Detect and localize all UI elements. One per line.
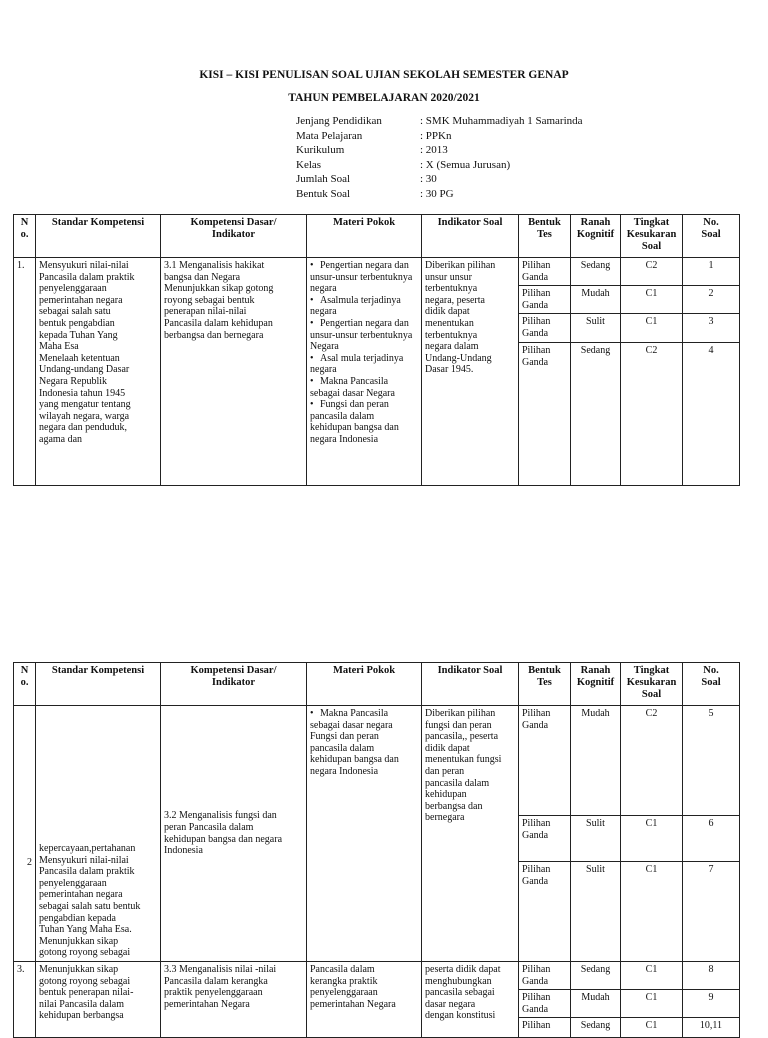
no-soal-cell: 9 bbox=[683, 990, 740, 1018]
materi-item bbox=[310, 318, 418, 353]
col-materi-pokok: Materi Pokok bbox=[307, 663, 422, 706]
indikator-soal-cell: Diberikan pilihan unsur unsur terbentuknya negara, peserta didik dapat menentukan terbentuknya negara dalam Undang-Undang Dasar 1945. bbox=[422, 258, 519, 486]
col-no: N o. bbox=[14, 663, 36, 706]
materi-text: Pengertian negara dan unsur-unsur terbentuknya negara bbox=[310, 260, 413, 295]
no-soal-cell: 8 bbox=[683, 962, 740, 990]
materi-text: Makna Pancasila sebagai dasar negara Fungsi dan peran pancasila dalam kehidupan bangsa dan negara Indonesia bbox=[310, 708, 399, 777]
tingkat-kesukaran-cell: C2 bbox=[621, 258, 683, 286]
standar-kompetensi-cell: kepercayaan,pertahanan Mensyukuri nilai-nilai Pancasila dalam praktik penyelenggaraan pemerintahan negara sebagai salah satu bentuk pengabdian kepada Tuhan Yang Maha Esa. Menunjukkan sikap gotong royong sebagai bbox=[36, 706, 161, 962]
materi-item bbox=[310, 260, 418, 295]
col-ranah-kognitif: Ranah Kognitif bbox=[571, 215, 621, 258]
no-soal-cell: 6 bbox=[683, 816, 740, 862]
bentuk-tes-cell: Pilihan Ganda bbox=[519, 862, 571, 962]
identity-value: : X (Semua Jurusan) bbox=[420, 158, 511, 171]
materi-text: Asal mula terjadinya negara bbox=[310, 352, 404, 376]
identity-value: : PPKn bbox=[420, 129, 452, 142]
table-header-row bbox=[14, 663, 740, 706]
tingkat-kesukaran-cell: C1 bbox=[621, 286, 683, 314]
materi-text: Asalmula terjadinya negara bbox=[310, 294, 401, 318]
standar-kompetensi-cell: Mensyukuri nilai-nilai Pancasila dalam praktik penyelenggaraan pemerintahan negara sebagai salah satu bentuk pengabdian kepada Tuhan Yang Maha Esa Menelaah ketentuan Undang-undang Dasar Negara Republik Indonesia tahun 1945 yang mengatur tentang wilayah negara, warga negara dan penduduk, agama dan bbox=[36, 258, 161, 486]
bullet-icon: • bbox=[310, 294, 314, 306]
bentuk-tes-cell: Pilihan Ganda bbox=[519, 314, 571, 343]
materi-item bbox=[310, 295, 418, 318]
indikator-soal-cell: peserta didik dapat menghubungkan pancasila sebagai dasar negara dengan konstitusi bbox=[422, 962, 519, 1038]
col-kompetensi-dasar: Kompetensi Dasar/ Indikator bbox=[161, 215, 307, 258]
col-standar-kompetensi: Standar Kompetensi bbox=[36, 215, 161, 258]
identity-row bbox=[296, 114, 583, 129]
indikator-soal-cell: Diberikan pilihan fungsi dan peran pancasila,, peserta didik dapat menentukan fungsi dan peran pancasila dalam kehidupan berbangsa dan bernegara bbox=[422, 706, 519, 962]
bullet-icon: • bbox=[310, 317, 314, 329]
row-number: 3. bbox=[14, 962, 36, 1038]
materi-item bbox=[310, 376, 418, 399]
tingkat-kesukaran-cell: C2 bbox=[621, 343, 683, 371]
no-soal-cell: 2 bbox=[683, 286, 740, 314]
col-standar-kompetensi: Standar Kompetensi bbox=[36, 663, 161, 706]
col-indikator-soal: Indikator Soal bbox=[422, 663, 519, 706]
bentuk-tes-cell: Pilihan Ganda bbox=[519, 962, 571, 990]
identity-label: Kurikulum bbox=[296, 144, 345, 157]
no-soal-cell: 5 bbox=[683, 706, 740, 816]
col-kompetensi-dasar: Kompetensi Dasar/ Indikator bbox=[161, 663, 307, 706]
tingkat-kesukaran-cell: C1 bbox=[621, 816, 683, 862]
materi-text: Pengertian negara dan unsur-unsur terbentuknya Negara bbox=[310, 317, 413, 353]
kompetensi-dasar-cell: 3.1 Menganalisis hakikat bangsa dan Negara Menunjukkan sikap gotong royong sebagai bentuk penerapan nilai-nilai Pancasila dalam kehidupan berbangsa dan bernegara bbox=[161, 258, 307, 486]
kisi-table-1 bbox=[13, 214, 740, 486]
tingkat-kesukaran-cell: C1 bbox=[621, 962, 683, 990]
identity-value: : 2013 bbox=[420, 144, 448, 157]
col-bentuk-tes: Bentuk Tes bbox=[519, 215, 571, 258]
materi-text: Makna Pancasila sebagai dasar Negara bbox=[310, 375, 395, 399]
ranah-kognitif-cell: Sedang bbox=[571, 1018, 621, 1038]
tingkat-kesukaran-cell: C1 bbox=[621, 990, 683, 1018]
bentuk-tes-cell: Pilihan Ganda bbox=[519, 258, 571, 286]
ranah-kognitif-cell: Mudah bbox=[571, 990, 621, 1018]
materi-pokok-cell bbox=[307, 706, 422, 962]
tingkat-kesukaran-cell: C1 bbox=[621, 314, 683, 343]
bentuk-tes-cell: Pilihan Ganda bbox=[519, 706, 571, 816]
no-soal-cell: 3 bbox=[683, 314, 740, 343]
identity-value: : 30 PG bbox=[420, 187, 454, 200]
no-soal-cell: 10,11 bbox=[683, 1018, 740, 1038]
ranah-kognitif-cell: Mudah bbox=[571, 286, 621, 314]
table-row bbox=[14, 706, 740, 816]
identity-row bbox=[296, 158, 583, 173]
materi-item bbox=[310, 708, 418, 778]
col-no-soal: No. Soal bbox=[683, 663, 740, 706]
tingkat-kesukaran-cell: C1 bbox=[621, 1018, 683, 1038]
ranah-kognitif-cell: Mudah bbox=[571, 706, 621, 816]
no-soal-cell: 7 bbox=[683, 862, 740, 962]
document-title: KISI – KISI PENULISAN SOAL UJIAN SEKOLAH SEMESTER GENAP bbox=[199, 69, 569, 81]
identity-row bbox=[296, 172, 583, 187]
bullet-icon: • bbox=[310, 375, 314, 387]
row-number: 1. bbox=[14, 258, 36, 486]
no-soal-cell: 4 bbox=[683, 343, 740, 371]
tingkat-kesukaran-cell: C2 bbox=[621, 706, 683, 816]
ranah-kognitif-cell: Sedang bbox=[571, 258, 621, 286]
bentuk-tes-cell: Pilihan Ganda bbox=[519, 816, 571, 862]
identity-row bbox=[296, 143, 583, 158]
table-row bbox=[14, 258, 740, 286]
identity-label: Bentuk Soal bbox=[296, 187, 351, 200]
ranah-kognitif-cell: Sedang bbox=[571, 343, 621, 371]
materi-item bbox=[310, 399, 418, 445]
col-tingkat-kesukaran: Tingkat Kesukaran Soal bbox=[621, 663, 683, 706]
identity-label: Jumlah Soal bbox=[296, 173, 351, 186]
col-no-soal: No. Soal bbox=[683, 215, 740, 258]
kompetensi-dasar-cell: 3.3 Menganalisis nilai -nilai Pancasila dalam kerangka praktik penyelenggaraan pemerintahan Negara bbox=[161, 962, 307, 1038]
ranah-kognitif-cell: Sedang bbox=[571, 962, 621, 990]
identity-block bbox=[296, 114, 583, 202]
bullet-icon: • bbox=[310, 352, 314, 364]
kisi-table-2 bbox=[13, 662, 740, 1038]
identity-label: Kelas bbox=[296, 158, 322, 171]
col-ranah-kognitif: Ranah Kognitif bbox=[571, 663, 621, 706]
identity-label: Jenjang Pendidikan bbox=[296, 115, 382, 127]
ranah-kognitif-cell: Sulit bbox=[571, 862, 621, 962]
col-bentuk-tes: Bentuk Tes bbox=[519, 663, 571, 706]
identity-row bbox=[296, 187, 583, 202]
materi-pokok-cell bbox=[307, 258, 422, 486]
identity-row bbox=[296, 129, 583, 144]
ranah-kognitif-cell: Sulit bbox=[571, 816, 621, 862]
bullet-icon: • bbox=[310, 399, 314, 411]
materi-item bbox=[310, 353, 418, 376]
table-header-row bbox=[14, 215, 740, 258]
bentuk-tes-cell: Pilihan Ganda bbox=[519, 990, 571, 1018]
standar-kompetensi-cell: Menunjukkan sikap gotong royong sebagai bentuk penerapan nilai- nilai Pancasila dalam kehidupan berbangsa bbox=[36, 962, 161, 1038]
row-number: 2 bbox=[14, 706, 36, 962]
col-materi-pokok: Materi Pokok bbox=[307, 215, 422, 258]
identity-value: : 30 bbox=[420, 173, 437, 186]
bullet-icon: • bbox=[310, 260, 314, 271]
materi-pokok-cell: Pancasila dalam kerangka praktik penyelenggaraan pemerintahan Negara bbox=[307, 962, 422, 1038]
col-no: N o. bbox=[14, 215, 36, 258]
tingkat-kesukaran-cell: C1 bbox=[621, 862, 683, 962]
col-indikator-soal: Indikator Soal bbox=[422, 215, 519, 258]
bentuk-tes-cell: Pilihan Ganda bbox=[519, 343, 571, 371]
no-soal-cell: 1 bbox=[683, 258, 740, 286]
bentuk-tes-cell: Pilihan Ganda bbox=[519, 286, 571, 314]
table-row bbox=[14, 962, 740, 990]
bullet-icon: • bbox=[310, 708, 314, 719]
col-tingkat-kesukaran: Tingkat Kesukaran Soal bbox=[621, 215, 683, 258]
identity-value: : SMK Muhammadiyah 1 Samarinda bbox=[420, 115, 583, 127]
identity-label: Mata Pelajaran bbox=[296, 129, 363, 142]
materi-text: Fungsi dan peran pancasila dalam kehidupan bangsa dan negara Indonesia bbox=[310, 399, 399, 445]
ranah-kognitif-cell: Sulit bbox=[571, 314, 621, 343]
document-subtitle: TAHUN PEMBELAJARAN 2020/2021 bbox=[288, 92, 480, 104]
kompetensi-dasar-cell: 3.2 Menganalisis fungsi dan peran Pancasila dalam kehidupan bangsa dan negara Indonesia bbox=[161, 706, 307, 962]
bentuk-tes-cell: Pilihan bbox=[519, 1018, 571, 1038]
